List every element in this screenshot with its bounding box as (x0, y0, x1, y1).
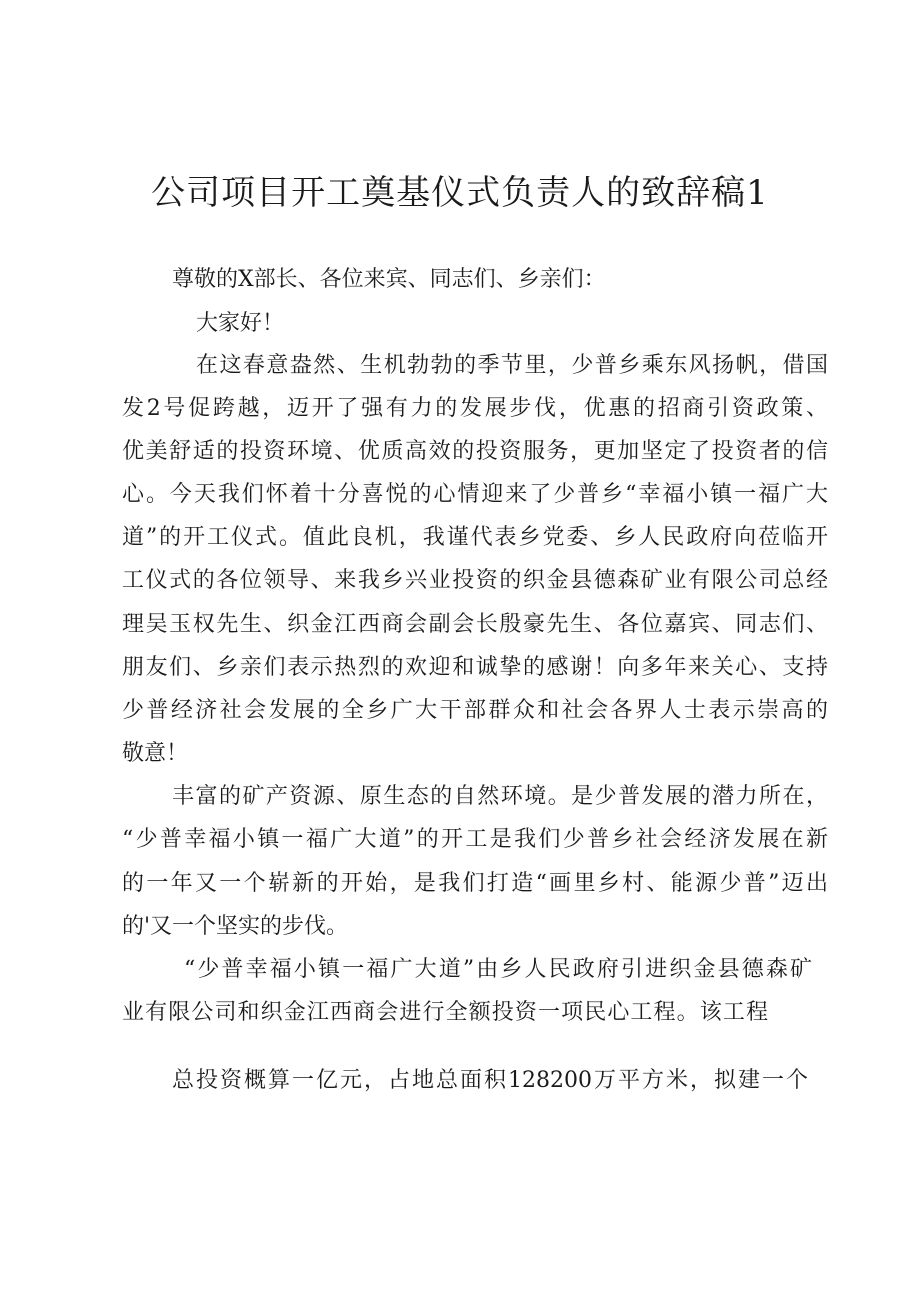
paragraph-line: 理吴玉权先生、织金江西商会副会长殷豪先生、各位嘉宾、同志们、 (122, 612, 828, 637)
document-title: 公司项目开工奠基仪式负责人的致辞稿1 (151, 173, 769, 213)
paragraph-line: 的'又一个坚实的步伐。 (122, 914, 349, 939)
paragraph-line: “少普幸福小镇一福广大道”的开工是我们少普乡社会经济发展在新 (122, 827, 828, 852)
paragraph-line: 工仪式的各位领导、来我乡兴业投资的织金县德森矿业有限公司总经 (122, 568, 828, 593)
paragraph-line: 丰富的矿产资源、原生态的自然环境。是少普发展的潜力所在， (172, 784, 828, 809)
paragraph-line: 的一年又一个崭新的开始，是我们打造“画里乡村、能源少普”迈出 (122, 871, 828, 896)
paragraph-line: 少普经济社会发展的全乡广大干部群众和社会各界人士表示崇高的 (122, 698, 828, 723)
paragraph-line: 心。今天我们怀着十分喜悦的心情迎来了少普乡“幸福小镇一福广大 (122, 482, 828, 507)
salutation: 尊敬的X部长、各位来宾、同志们、乡亲们： (172, 267, 606, 292)
paragraph-line: 总投资概算一亿元，占地总面积128200万平方米，拟建一个 (172, 1068, 808, 1093)
paragraph-line: 朋友们、乡亲们表示热烈的欢迎和诚挚的感谢！向多年来关心、支持 (122, 655, 828, 680)
paragraph-line: 道”的开工仪式。值此良机，我谨代表乡党委、乡人民政府向莅临开 (122, 525, 828, 550)
paragraph-line: “少普幸福小镇一福广大道”由乡人民政府引进织金县德森矿 (184, 957, 812, 982)
paragraph-line: 发2号促跨越，迈开了强有力的发展步伐，优惠的招商引资政策、 (122, 396, 828, 421)
paragraph-line: 在这春意盎然、生机勃勃的季节里，少普乡乘东风扬帆，借国 (196, 353, 828, 378)
paragraph-line: 优美舒适的投资环境、优质高效的投资服务，更加坚定了投资者的信 (122, 439, 828, 464)
paragraph-line: 敬意！ (122, 741, 189, 766)
paragraph-line: 业有限公司和织金江西商会进行全额投资一项民心工程。该工程 (122, 1000, 768, 1025)
greeting: 大家好！ (196, 311, 285, 336)
